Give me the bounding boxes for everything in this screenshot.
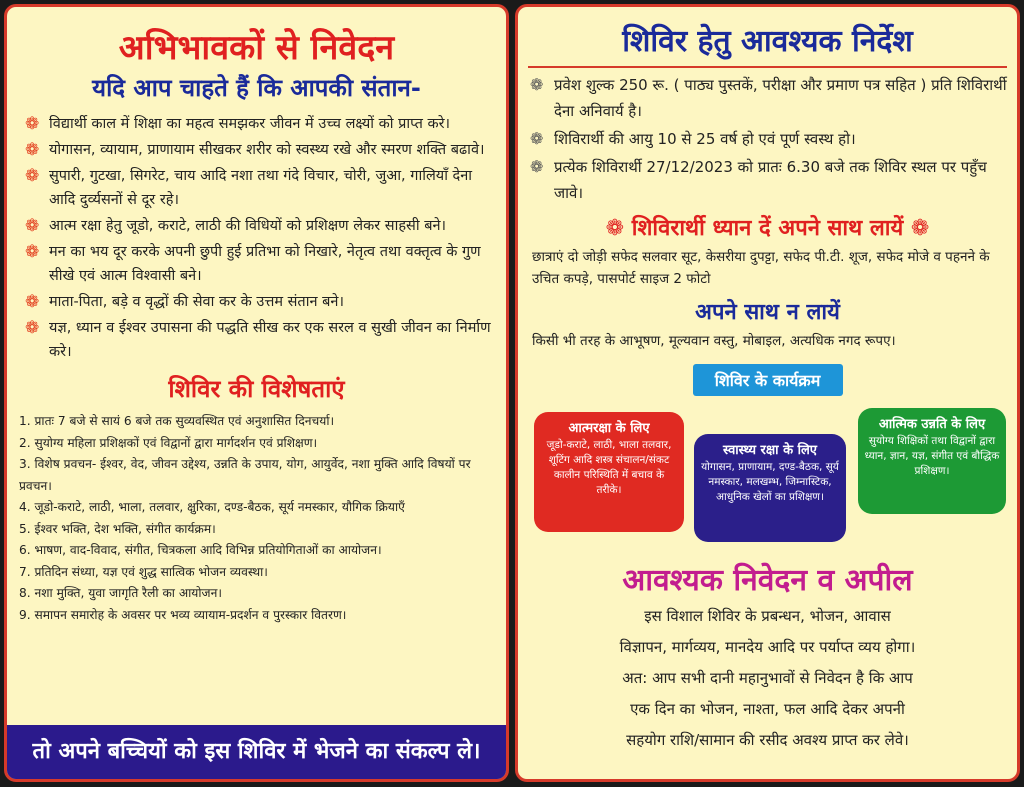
appeal-title: आवश्यक निवेदन व अपील bbox=[622, 563, 913, 598]
appeal-line: अत: आप सभी दानी महानुभावों से निवेदन है कि आप bbox=[622, 669, 913, 687]
list-item: ❁ यज्ञ, ध्यान व ईश्वर उपासना की पद्धति सीख कर एक सरल व सुखी जीवन का निर्माण करे। bbox=[25, 318, 491, 360]
program-box-self-defense: आत्मरक्षा के लिए जूडो-कराटे, लाठी, भाला तलवार, शूटिंग आदि शस्त्र संचालन/संकट कालीन परिस्थिति में बचाव के तरीके। bbox=[534, 412, 684, 532]
right-panel bbox=[515, 4, 1020, 782]
feature-item: 3. विशेष प्रवचन- ईश्वर, वेद, जीवन उद्देश्य, उन्नति के उपाय, योग, आयुर्वेद, नशा मुक्ति आदि विषयों पर प्रवचन। bbox=[19, 457, 471, 493]
flower-bullet-icon: ❁ bbox=[25, 166, 40, 186]
features-list bbox=[7, 411, 506, 626]
rule-item: ❁ प्रवेश शुल्क 250 रू. ( पाठ्य पुस्तकें, परीक्षा और प्रमाण पत्र सहित ) प्रति शिविरार्थी देना अनिवार्य है। bbox=[530, 72, 1009, 124]
list-item: ❁ विद्यार्थी काल में शिक्षा का महत्व समझकर जीवन में उच्च लक्ष्यों को प्राप्त करे। bbox=[25, 114, 451, 134]
left-footer-banner: तो अपने बच्चियों को इस शिविर में भेजने का संकल्प ले। bbox=[7, 725, 506, 779]
list-item: ❁ सुपारी, गुटखा, सिगरेट, चाय आदि नशा तथा गंदे विचार, चोरी, जुआ, गालियाँ देना आदि दुर्व्यसनों से दूर रहे। bbox=[25, 166, 473, 208]
features-title: शिविर की विशेषताएं bbox=[168, 375, 345, 403]
flower-bullet-icon: ❁ bbox=[25, 292, 40, 312]
feature-item: 7. प्रतिदिन संध्या, यज्ञ एवं शुद्ध सात्विक भोजन व्यवस्था। bbox=[19, 564, 268, 579]
left-panel bbox=[4, 4, 509, 782]
program-boxes bbox=[518, 404, 1017, 544]
bring-title: ❁ शिविरार्थी ध्यान दें अपने साथ लायें ❁ bbox=[605, 216, 930, 241]
flower-bullet-icon: ❁ bbox=[530, 129, 544, 148]
right-title: शिविर हेतु आवश्यक निर्देश bbox=[622, 24, 913, 59]
notbring-title: अपने साथ न लायें bbox=[695, 300, 840, 325]
appeal-line: एक दिन का भोजन, नाश्ता, फल आदि देकर अपनी bbox=[630, 700, 905, 718]
flower-bullet-icon: ❁ bbox=[530, 75, 544, 94]
appeal-line: विज्ञापन, मार्गव्यय, मानदेय आदि पर पर्याप्त व्यय होगा। bbox=[619, 638, 916, 656]
program-label: शिविर के कार्यक्रम bbox=[693, 364, 843, 396]
flower-bullet-icon: ❁ bbox=[25, 242, 40, 262]
list-item: ❁ मन का भय दूर करके अपनी छुपी हुई प्रतिभा को निखारे, नेतृत्व तथा वक्तृत्व के गुण सीखे एवं आत्म विश्वासी बने। bbox=[25, 242, 481, 284]
flower-bullet-icon: ❁ bbox=[25, 216, 40, 236]
feature-item: 6. भाषण, वाद-विवाद, संगीत, चित्रकला आदि विभिन्न प्रतियोगिताओं का आयोजन। bbox=[19, 543, 382, 557]
program-box-spiritual: आत्मिक उन्नति के लिए सुयोग्य शिक्षिकों तथा विद्वानों द्वारा ध्यान, ज्ञान, यज्ञ, संगीत एवं बौद्धिक प्रशिक्षण। bbox=[858, 408, 1006, 514]
appeal-line: सहयोग राशि/सामान की रसीद अवश्य प्राप्त कर लेवे। bbox=[626, 731, 909, 749]
list-item: ❁ माता-पिता, बड़े व वृद्धों की सेवा कर के उत्तम संतान बने। bbox=[25, 292, 344, 312]
feature-item: 2. सुयोग्य महिला प्रशिक्षकों एवं विद्वानों द्वारा मार्गदर्शन एवं प्रशिक्षण। bbox=[19, 435, 318, 450]
appeal-line: इस विशाल शिविर के प्रबन्धन, भोजन, आवास bbox=[644, 607, 891, 625]
title-divider bbox=[528, 66, 1007, 68]
flower-bullet-icon: ❁ bbox=[25, 140, 40, 160]
flower-bullet-icon: ❁ bbox=[530, 157, 544, 176]
feature-item: 5. ईश्वर भक्ति, देश भक्ति, संगीत कार्यक्रम। bbox=[19, 521, 216, 536]
program-box-health: स्वास्थ्य रक्षा के लिए योगासन, प्राणायाम, दण्ड-बैठक, सूर्य नमस्कार, मलखम्भ, जिम्नास्टिक, आधुनिक खेलों का प्रशिक्षण। bbox=[694, 434, 846, 542]
feature-item: 8. नशा मुक्ति, युवा जागृति रैली का आयोजन। bbox=[19, 586, 222, 600]
flower-bullet-icon: ❁ bbox=[25, 318, 40, 338]
bring-text: छात्राएं दो जोड़ी सफेद सलवार सूट, केसरीया दुपट्टा, सफेद पी.टी. शूज, सफेद मोजे व पहनने के उचित कपड़े, पासपोर्ट साइज 2 फोटो bbox=[532, 249, 990, 287]
left-title: अभिभावकों से निवेदन bbox=[118, 28, 395, 68]
list-item: ❁ आत्म रक्षा हेतु जूडो, कराटे, लाठी की विधियों को प्रशिक्षण लेकर साहसी बने। bbox=[25, 216, 447, 236]
rules-list bbox=[518, 72, 1017, 206]
left-subtitle: यदि आप चाहते हैं कि आपकी संतान- bbox=[92, 74, 421, 102]
feature-item: 9. समापन समारोह के अवसर पर भव्य व्यायाम-प्रदर्शन व पुरस्कार वितरण। bbox=[19, 607, 347, 622]
list-item: ❁ योगासन, व्यायाम, प्राणायाम सीखकर शरीर को स्वस्थ्य रखे और स्मरण शक्ति बढावे। bbox=[25, 140, 485, 160]
notbring-text: किसी भी तरह के आभूषण, मूल्यवान वस्तु, मोबाइल, अत्यधिक नगद रूपए। bbox=[532, 333, 896, 349]
rule-item: ❁ प्रत्येक शिविरार्थी 27/12/2023 को प्रातः 6.30 बजे तक शिविर स्थल पर पहुँच जावे। bbox=[530, 154, 1009, 206]
feature-item: 4. जूडो-कराटे, लाठी, भाला, तलवार, क्षुरिका, दण्ड-बैठक, सूर्य नमस्कार, यौगिक क्रियाएँ bbox=[19, 500, 405, 514]
parent-appeal-list bbox=[7, 112, 506, 364]
flower-bullet-icon: ❁ bbox=[25, 114, 40, 134]
rule-item: ❁ शिविरार्थी की आयु 10 से 25 वर्ष हो एवं पूर्ण स्वस्थ हो। bbox=[530, 126, 1009, 152]
feature-item: 1. प्रातः 7 बजे से सायं 6 बजे तक सुव्यवस्थित एवं अनुशासित दिनचर्या। bbox=[19, 414, 335, 428]
